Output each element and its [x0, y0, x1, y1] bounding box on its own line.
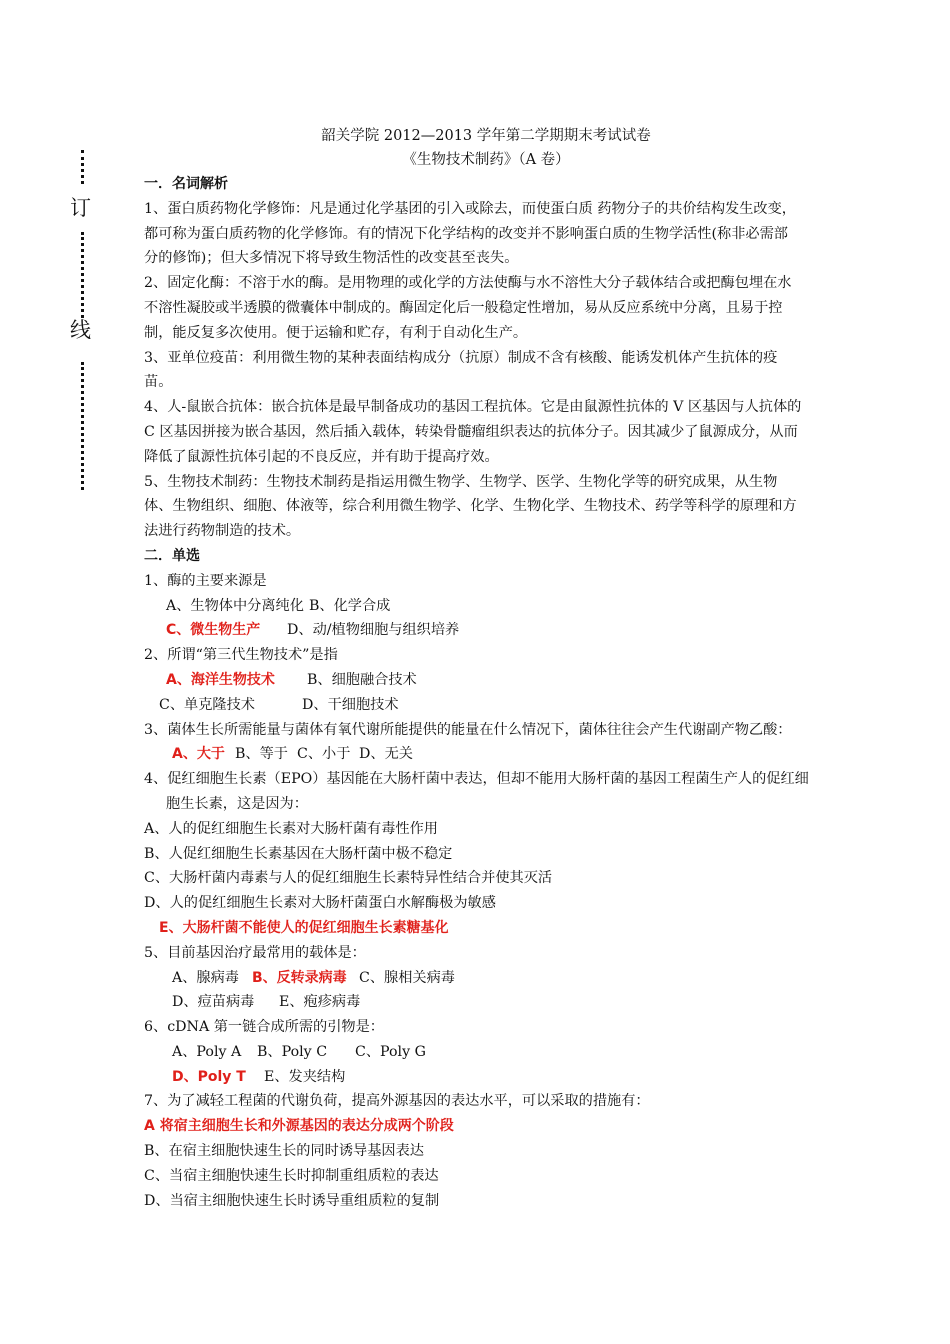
option: B、化学合成: [309, 597, 391, 614]
option: A、人的促红细胞生长素对大肠杆菌有毒性作用: [144, 820, 438, 837]
binding-dotted-line: [81, 232, 84, 318]
option: A、生物体中分离纯化: [166, 597, 304, 614]
option: E、发夹结构: [264, 1068, 346, 1085]
option: C、Poly G: [355, 1043, 426, 1060]
answer-option: C、微生物生产: [166, 622, 261, 639]
question-stem: 1、酶的主要来源是: [144, 572, 267, 589]
option: C、大肠杆菌内毒素与人的促红细胞生长素特异性结合并使其灭活: [144, 870, 553, 887]
answer-option: E、大肠杆菌不能使人的促红细胞生长素糖基化: [159, 919, 449, 936]
question-stem: 7、为了减轻工程菌的代谢负荷，提高外源基因的表达水平，可以采取的措施有：: [144, 1093, 650, 1110]
question-stem: 3、菌体生长所需能量与菌体有氧代谢所能提供的能量在什么情况下，菌体往往会产生代谢副产物乙酸：: [144, 721, 792, 738]
option: A、Poly A: [172, 1043, 242, 1060]
definition-item: 2、固定化酶：不溶于水的酶。是用物理的或化学的方法使酶与水不溶性大分子载体结合或把酶包埋在水 不溶性凝胶或半透膜的微囊体中制成的。酶固定化后一般稳定性增加，易从反应系统中分离，且易于控 制，能反复多次使用。便于运输和贮存，有利于自动化生产。: [144, 275, 792, 341]
option-row: [144, 742, 812, 767]
exam-page: [144, 124, 812, 1213]
answer-option: B、反转录病毒: [252, 969, 347, 986]
option: C、当宿主细胞快速生长时抑制重组质粒的表达: [144, 1167, 439, 1184]
option-row: [144, 966, 812, 991]
question-stem: 4、促红细胞生长素（EPO）基因能在大肠杆菌中表达，但却不能用大肠杆菌的基因工程菌生产人的促红细: [144, 771, 809, 788]
option: D、痘苗病毒: [172, 994, 255, 1011]
option-row: [144, 594, 812, 619]
answer-option: A 将宿主细胞生长和外源基因的表达分成两个阶段: [144, 1118, 454, 1135]
section-heading: 二．单选: [144, 547, 200, 564]
definition-item: 4、人-鼠嵌合抗体：嵌合抗体是最早制备成功的基因工程抗体。它是由鼠源性抗体的 V 区基因与人抗体的 C 区基因拼接为嵌合基因，然后插入载体，转染骨髓瘤组织表达的抗体分子。因其减少了鼠源成分，从而 降低了鼠源性抗体引起的不良反应，并有助于提高疗效。: [144, 399, 802, 465]
option: C、腺相关病毒: [359, 969, 455, 986]
option: D、无关: [359, 746, 413, 763]
section-heading: 一．名词解析: [144, 176, 228, 192]
option: B、人促红细胞生长素基因在大肠杆菌中极不稳定: [144, 845, 453, 862]
answer-option: A、海洋生物技术: [166, 671, 275, 688]
option-row: [144, 668, 812, 693]
option: E、疱疹病毒: [279, 994, 361, 1011]
option-row: [144, 618, 812, 643]
definition-item: 1、蛋白质药物化学修饰：凡是通过化学基团的引入或除去，而使蛋白质 药物分子的共价结构发生改变， 都可称为蛋白质药物的化学修饰。有的情况下化学结构的改变并不影响蛋白质的生物学活性(称非必需部 分的修饰)；但大多情况下将导致生物活性的改变甚至丧失。: [144, 200, 796, 267]
exam-title: 韶关学院 2012—2013 学年第二学期期末考试试卷: [321, 128, 651, 144]
exam-subtitle: 《生物技术制药》（A 卷）: [402, 152, 570, 168]
option: D、动/植物细胞与组织培养: [287, 622, 460, 639]
option: B、等于: [235, 746, 288, 763]
option: C、单克隆技术: [159, 696, 255, 713]
binding-dotted-line: [81, 150, 84, 184]
binding-char-xian: 线: [70, 318, 91, 342]
option-row: [144, 1040, 812, 1065]
question-stem: 6、cDNA 第一链合成所需的引物是：: [144, 1019, 384, 1036]
option: B、细胞融合技术: [307, 671, 417, 688]
question-stem: 5、目前基因治疗最常用的载体是：: [144, 944, 366, 961]
option: A、腺病毒: [172, 969, 239, 986]
option-row: [144, 693, 812, 718]
option: C、小于: [297, 746, 351, 763]
option: B、Poly C: [257, 1043, 328, 1060]
option: D、干细胞技术: [302, 696, 399, 713]
binding-dotted-line: [81, 362, 84, 490]
definition-item: 3、亚单位疫苗：利用微生物的某种表面结构成分（抗原）制成不含有核酸、能诱发机体产生抗体的疫 苗。: [144, 349, 778, 391]
answer-option: A、大于: [172, 746, 225, 763]
option: D、当宿主细胞快速生长时诱导重组质粒的复制: [144, 1192, 440, 1209]
option-row: [144, 990, 812, 1015]
definition-item: 5、生物技术制药：生物技术制药是指运用微生物学、生物学、医学、生物化学等的研究成果，从生物 体、生物组织、细胞、体液等，综合利用微生物学、化学、生物化学、生物技术、药学等科学的原理和方 法进行药物制造的技术。: [144, 473, 797, 540]
question-stem: 2、所谓“第三代生物技术”是指: [144, 647, 338, 664]
option-row: [144, 1065, 812, 1090]
option: B、在宿主细胞快速生长的同时诱导基因表达: [144, 1143, 424, 1160]
binding-margin: [68, 150, 98, 490]
binding-char-ding: 订: [70, 196, 91, 220]
question-stem: 胞生长素，这是因为：: [166, 795, 308, 812]
option: D、人的促红细胞生长素对大肠杆菌蛋白水解酶极为敏感: [144, 895, 496, 912]
answer-option: D、Poly T: [172, 1068, 246, 1085]
